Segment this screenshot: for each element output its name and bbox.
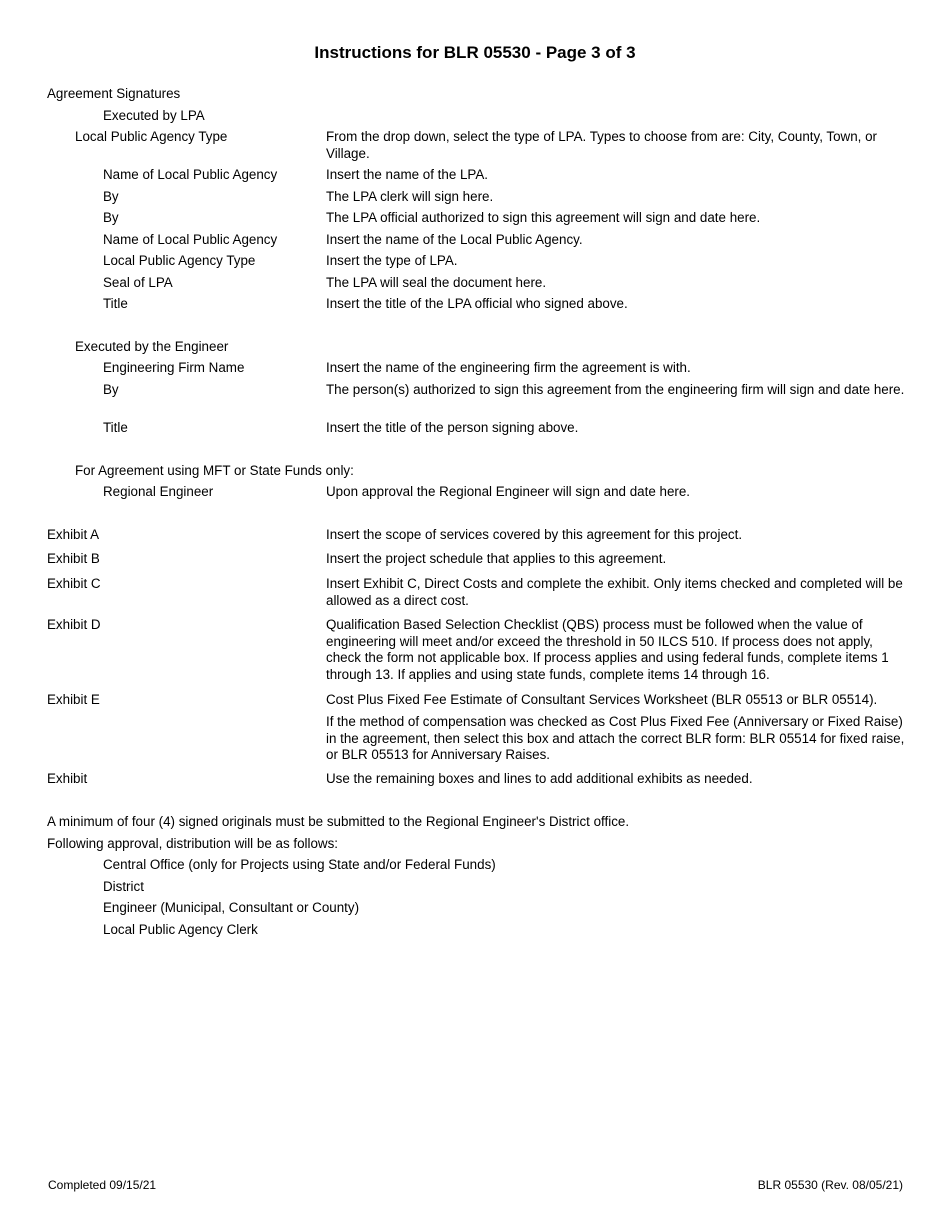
row-description: From the drop down, select the type of LPA. Types to choose from are: City, County, Town, or Village. (326, 129, 878, 161)
exhibit-label: Exhibit D (47, 617, 101, 632)
exhibit-label: Exhibit E (47, 692, 100, 707)
row-description: Insert the type of LPA. (326, 253, 458, 268)
distribution-item: District (103, 879, 144, 894)
footer-form-id: BLR 05530 (Rev. 08/05/21) (757, 1178, 903, 1192)
exhibit-description: Insert Exhibit C, Direct Costs and complete the exhibit. Only items checked and completed will be allowed as a direct cost. (326, 576, 903, 608)
row-label: Local Public Agency Type (103, 253, 256, 268)
row-description: Insert the name of the Local Public Agency. (326, 232, 583, 247)
exhibit-label: Exhibit (47, 771, 88, 786)
distribution-item: Central Office (only for Projects using State and/or Federal Funds) (103, 857, 496, 872)
row-description: Insert the name of the engineering firm the agreement is with. (326, 360, 691, 375)
row-description: The person(s) authorized to sign this agreement from the engineering firm will sign and date here. (326, 382, 905, 397)
row-description: Insert the title of the person signing above. (326, 420, 579, 435)
row-label: Title (103, 296, 128, 311)
row-description: Upon approval the Regional Engineer will sign and date here. (326, 484, 691, 499)
exhibit-description: Use the remaining boxes and lines to add additional exhibits as needed. (326, 771, 753, 786)
row-description: The LPA will seal the document here. (326, 275, 547, 290)
row-label: By (103, 189, 119, 204)
exhibit-label: Exhibit A (47, 527, 100, 542)
row-label: Seal of LPA (103, 275, 173, 290)
section-mft-state-funds: For Agreement using MFT or State Funds only: (75, 463, 354, 478)
section-agreement-signatures: Agreement Signatures (47, 86, 181, 101)
distribution-item: Local Public Agency Clerk (103, 922, 258, 937)
min-originals-note: A minimum of four (4) signed originals must be submitted to the Regional Engineer's District office. (47, 814, 630, 829)
section-executed-by-lpa: Executed by LPA (103, 108, 205, 123)
exhibit-label: Exhibit C (47, 576, 101, 591)
row-description: The LPA official authorized to sign this agreement will sign and date here. (326, 210, 761, 225)
exhibit-label: Exhibit B (47, 551, 100, 566)
row-label: Local Public Agency Type (75, 129, 228, 144)
footer-completed-date: Completed 09/15/21 (48, 1178, 157, 1192)
section-executed-by-engineer: Executed by the Engineer (75, 339, 229, 354)
row-description: Insert the title of the LPA official who signed above. (326, 296, 628, 311)
distribution-item: Engineer (Municipal, Consultant or County) (103, 900, 360, 915)
exhibit-description: Insert the project schedule that applies to this agreement. (326, 551, 667, 566)
exhibit-description: Qualification Based Selection Checklist (QBS) process must be followed when the value of engineering will meet and/or exceed the threshold in 50 ILCS 510. If process does not apply, check the form not applicable box. If process applies and using federal funds, complete items 1 through 13. If applies and using state funds, complete items 14 through 16. (326, 617, 889, 682)
distribution-intro: Following approval, distribution will be as follows: (47, 836, 339, 851)
row-label: Title (103, 420, 128, 435)
exhibit-description: Insert the scope of services covered by this agreement for this project. (326, 527, 743, 542)
row-label: Name of Local Public Agency (103, 232, 278, 247)
row-description: Insert the name of the LPA. (326, 167, 489, 182)
row-label: Name of Local Public Agency (103, 167, 278, 182)
row-label: Regional Engineer (103, 484, 214, 499)
row-label: Engineering Firm Name (103, 360, 245, 375)
page-title: Instructions for BLR 05530 - Page 3 of 3 (314, 43, 636, 62)
exhibit-description: Cost Plus Fixed Fee Estimate of Consultant Services Worksheet (BLR 05513 or BLR 05514). (326, 692, 878, 707)
exhibit-description: If the method of compensation was checked as Cost Plus Fixed Fee (Anniversary or Fixed Raise) in the agreement, then select this box and attach the correct BLR form: BLR 05514 for fixed raise, or BLR 05513 for Anniversary Raises. (326, 714, 905, 762)
row-label: By (103, 210, 119, 225)
row-label: By (103, 382, 119, 397)
row-description: The LPA clerk will sign here. (326, 189, 494, 204)
